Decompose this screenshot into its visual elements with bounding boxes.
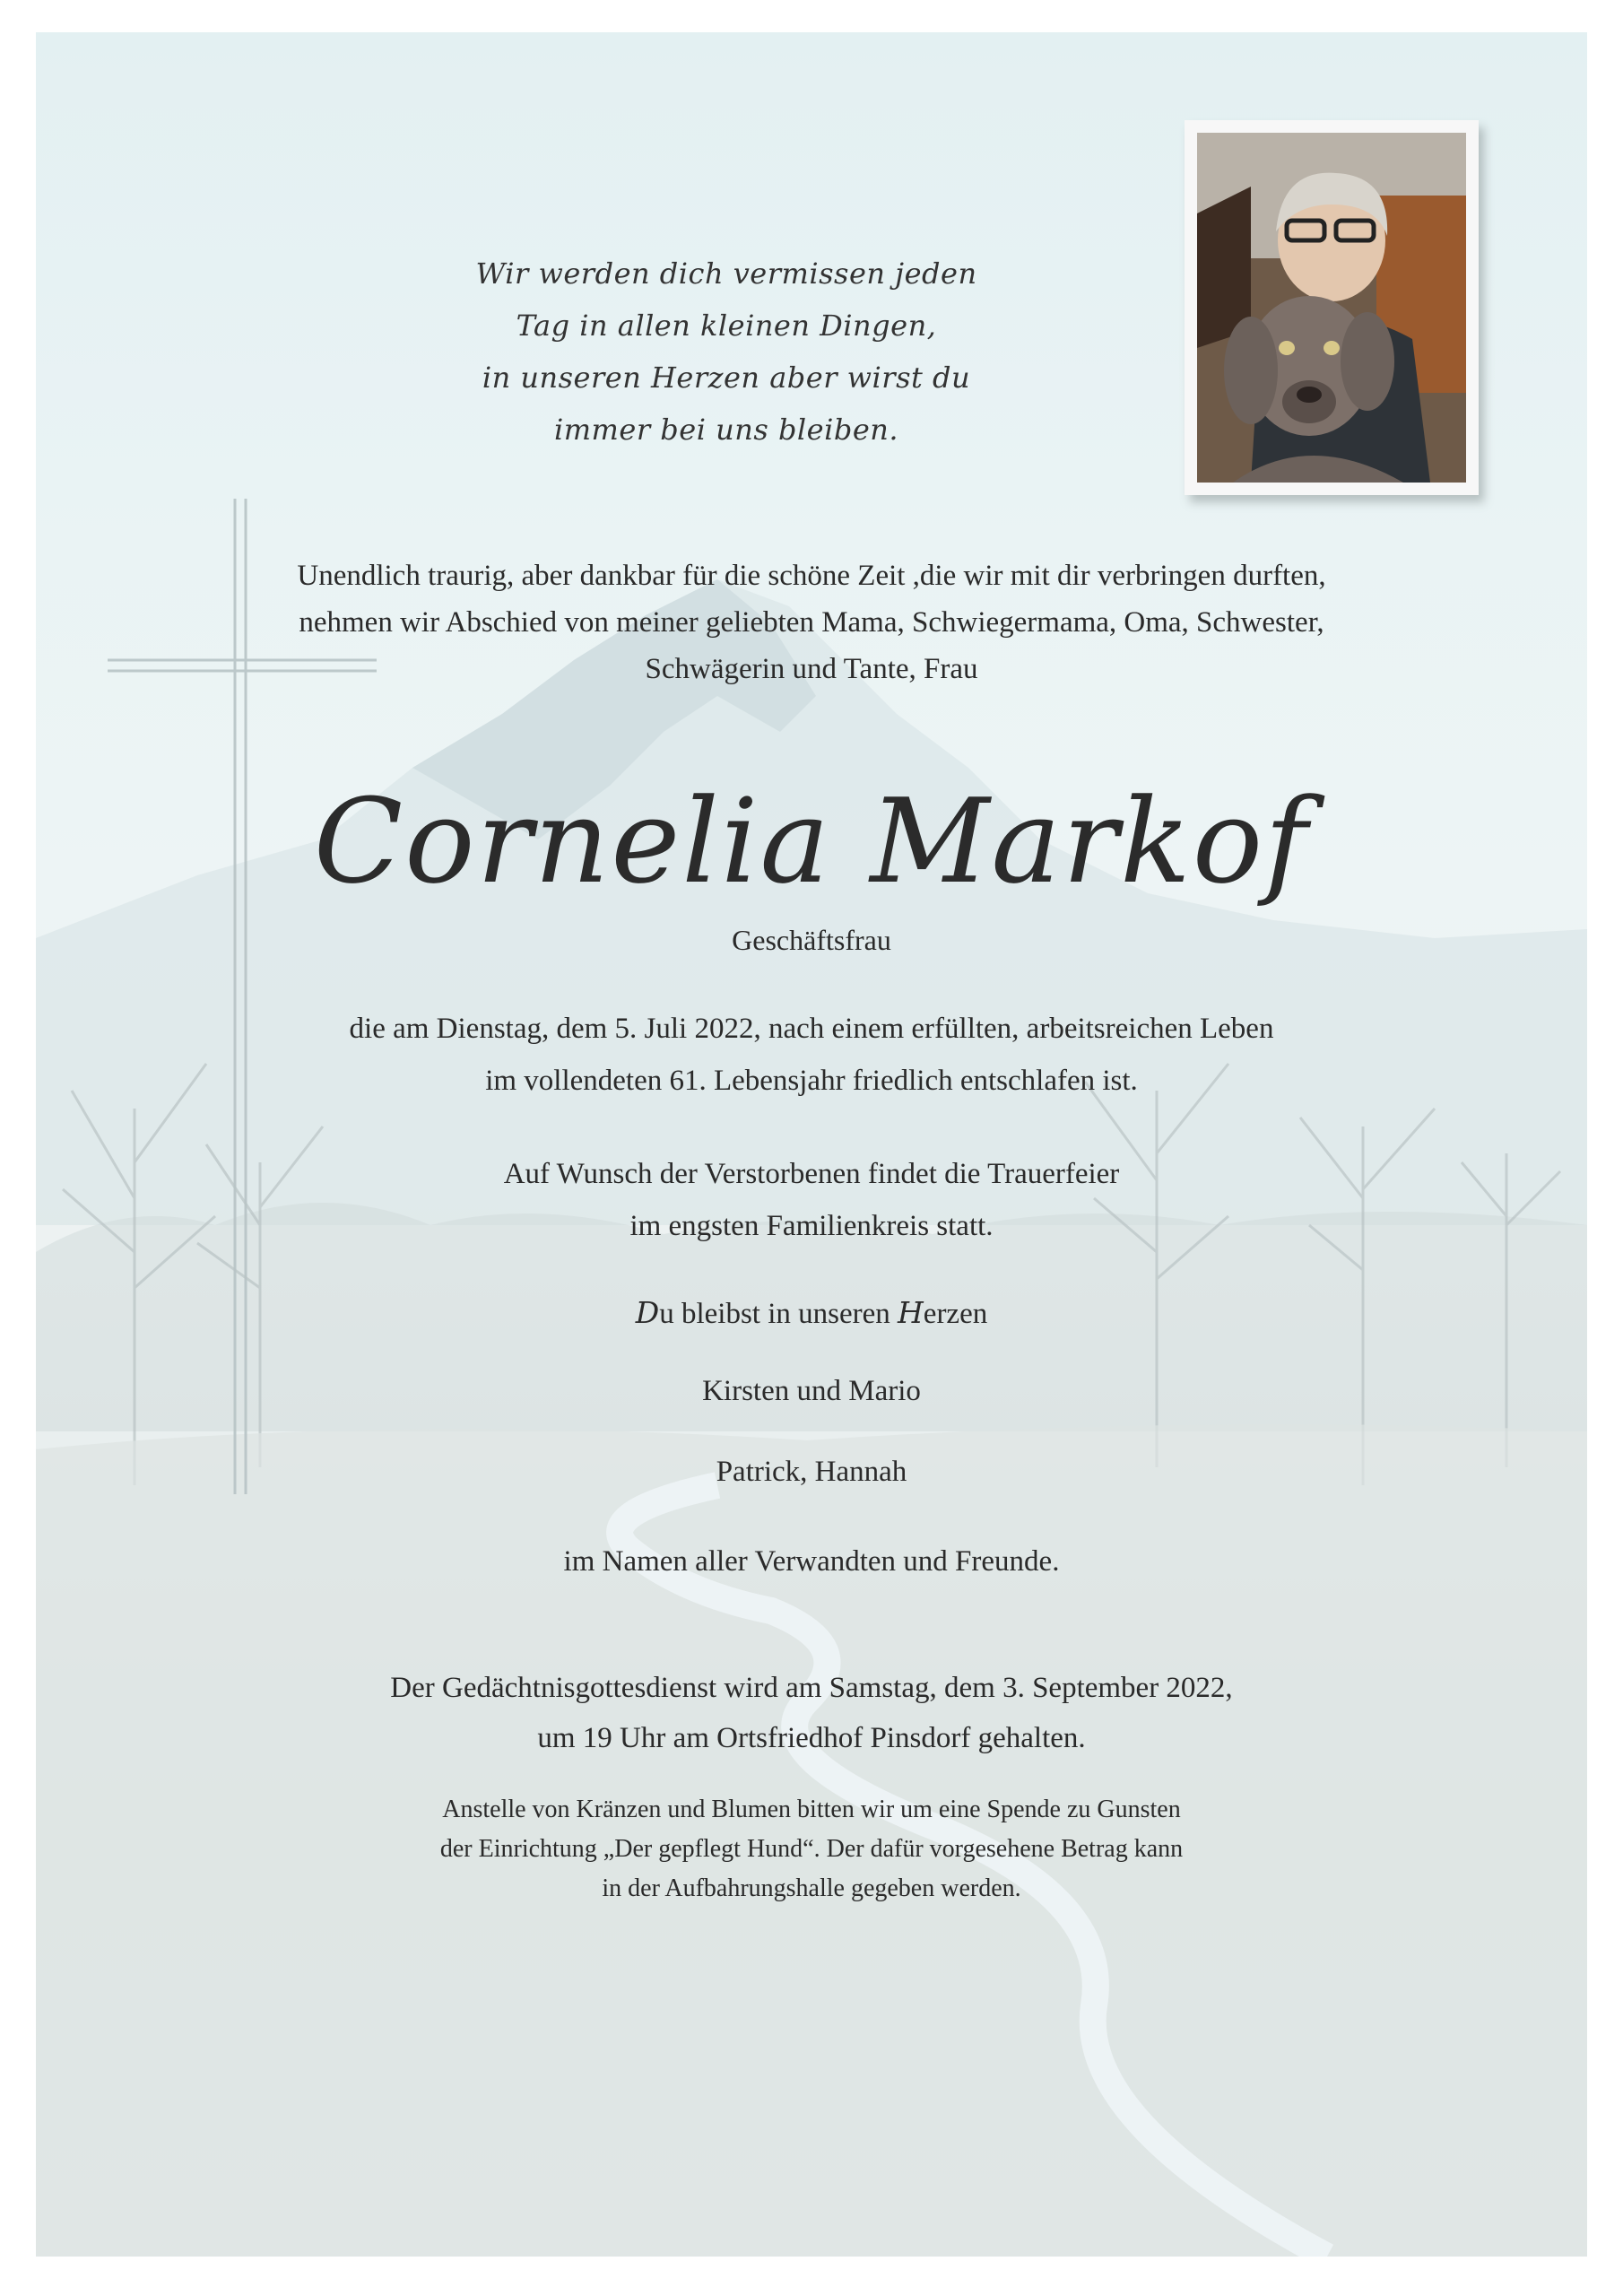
- poem-line: Tag in allen kleinen Dingen,: [516, 309, 937, 343]
- donation-notice: [36, 1790, 1587, 1909]
- ceremony-line: Auf Wunsch der Verstorbenen findet die Trauerfeier: [503, 1158, 1120, 1190]
- mass-line: um 19 Uhr am Ortsfriedhof Pinsdorf gehalten.: [537, 1722, 1086, 1754]
- relatives-line: im Namen aller Verwandten und Freunde.: [563, 1545, 1060, 1578]
- family-line-1: Kirsten und Mario: [702, 1375, 921, 1407]
- poem-line: immer bei uns bleiben.: [553, 413, 899, 447]
- ceremony-notice: [36, 1148, 1587, 1252]
- poem-line: Wir werden dich vermissen jeden: [475, 257, 977, 291]
- memorial-mass-notice: [36, 1663, 1587, 1763]
- intro-line: Unendlich traurig, aber dankbar für die schöne Zeit ,die wir mit dir verbringen durften,: [297, 560, 1326, 592]
- obituary-card: [36, 32, 1587, 2257]
- motto-initial-d: D: [635, 1295, 660, 1330]
- death-notice-line: im vollendeten 61. Lebensjahr friedlich entschlafen ist.: [485, 1065, 1138, 1097]
- deceased-name: Cornelia Markof: [313, 773, 1310, 909]
- deceased-profession: Geschäftsfrau: [732, 924, 891, 956]
- memorial-poem: [412, 248, 1040, 456]
- family-line-2: Patrick, Hannah: [716, 1456, 907, 1488]
- donation-line: in der Aufbahrungshalle gegeben werden.: [602, 1874, 1021, 1902]
- mass-line: Der Gedächtnisgottesdienst wird am Samstag, dem 3. September 2022,: [390, 1672, 1233, 1704]
- memorial-motto: [36, 1291, 1587, 1336]
- donation-line: Anstelle von Kränzen und Blumen bitten wir um eine Spende zu Gunsten: [442, 1796, 1181, 1823]
- portrait-photo-frame: [1185, 120, 1479, 495]
- poem-line: in unseren Herzen aber wirst du: [482, 361, 971, 395]
- motto-text-part1: u bleibst in unseren: [659, 1298, 898, 1330]
- donation-line: der Einrichtung „Der gepflegt Hund“. Der dafür vorgesehene Betrag kann: [439, 1835, 1184, 1863]
- portrait-photo: [1197, 133, 1466, 483]
- intro-line: nehmen wir Abschied von meiner geliebten Mama, Schwiegermama, Oma, Schwester,: [299, 606, 1324, 639]
- death-notice-line: die am Dienstag, dem 5. Juli 2022, nach einem erfüllten, arbeitsreichen Leben: [349, 1013, 1274, 1045]
- ceremony-line: im engsten Familienkreis statt.: [629, 1210, 994, 1242]
- motto-text-part2: erzen: [923, 1298, 988, 1330]
- farewell-intro: [36, 552, 1587, 692]
- motto-initial-h: H: [898, 1295, 924, 1330]
- intro-line: Schwägerin und Tante, Frau: [645, 653, 978, 685]
- death-notice: [36, 1003, 1587, 1107]
